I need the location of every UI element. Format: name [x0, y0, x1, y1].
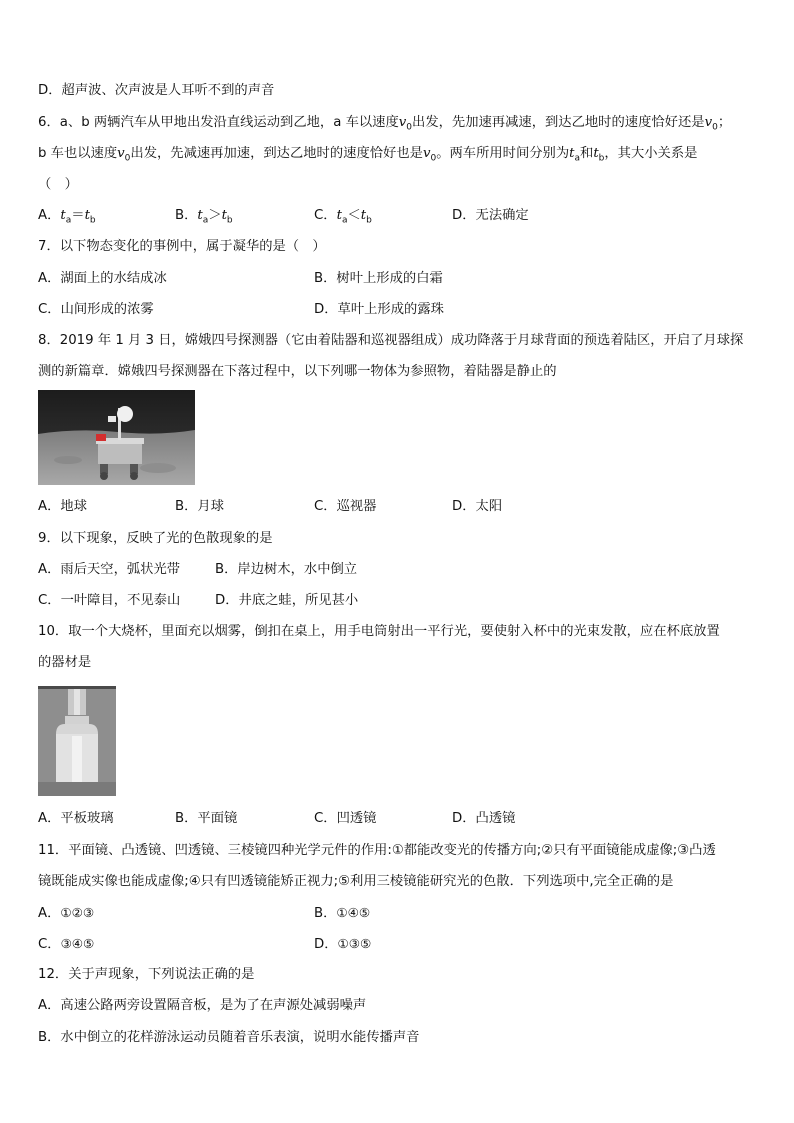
q9-option-b: B．岸边树木，水中倒立: [215, 562, 358, 577]
q8-stem-line1: 8．2019 年 1 月 3 日，嫦娥四号探测器（它由着陆器和巡视器组成）成功降落于月球背面的预选着陆区，开启了月球探: [38, 333, 744, 348]
q6-option-b: B．$t_a>t_b$: [175, 208, 233, 226]
q11-option-c: C．③④⑤: [38, 936, 95, 952]
q9-option-a: A．雨后天空，弧状光带: [38, 562, 181, 577]
q11-option-b: B．①④⑤: [314, 905, 371, 921]
q11-option-d: D．①③⑤: [314, 936, 372, 952]
q8-option-d: D．太阳: [452, 499, 503, 514]
q8-option-b: B．月球: [175, 499, 225, 514]
q10-stem-line2: 的器材是: [38, 655, 92, 670]
q11-stem-line1: 11．平面镜、凸透镜、凹透镜、三棱镜四种光学元件的作用:①都能改变光的传播方向;②只有平面镜能成虚像;③凸透: [38, 843, 716, 858]
q8-option-a: A．地球: [38, 499, 87, 514]
q12-stem: 12．关于声现象，下列说法正确的是: [38, 967, 255, 982]
q8-stem-line2: 测的新篇章．嫦娥四号探测器在下落过程中，以下列哪一物体为参照物，着陆器是静止的: [38, 364, 557, 379]
q7-option-a: A．湖面上的水结成冰: [38, 271, 167, 286]
q6-option-d: D．无法确定: [452, 208, 529, 223]
q9-option-d: D．井底之蛙，所见甚小: [215, 593, 359, 608]
q7-option-d: D．草叶上形成的露珠: [314, 302, 444, 317]
q7-stem: 7．以下物态变化的事例中，属于凝华的是（ ）: [38, 239, 326, 254]
q7-option-b: B．树叶上形成的白霜: [314, 271, 443, 286]
q6-answer-bracket: （ ）: [38, 177, 78, 192]
q11-stem-line2: 镜既能成实像也能成虚像;④只有凹透镜能矫正视力;⑤利用三棱镜能研究光的色散．下列选项中,完全正确的是: [38, 874, 674, 889]
q10-option-c: C．凹透镜: [314, 811, 377, 826]
q11-option-a: A．①②③: [38, 905, 95, 921]
q10-stem-line1: 10．取一个大烧杯，里面充以烟雾，倒扣在桌上，用手电筒射出一平行光，要使射入杯中的光束发散，应在杯底放置: [38, 624, 720, 639]
lunar-rover-photo: [38, 390, 195, 485]
q7-option-c: C．山间形成的浓雾: [38, 302, 154, 317]
beaker-diagram: [38, 686, 116, 796]
q9-stem: 9．以下现象，反映了光的色散现象的是: [38, 531, 273, 546]
q8-option-c: C．巡视器: [314, 499, 377, 514]
q10-option-d: D．凸透镜: [452, 811, 516, 826]
q6-stem-line2: b 车也以速度$v_0$出发，先减速再加速，到达乙地时的速度恰好也是$v_0$。两车所用时间分别为$t_a$和$t_b$，其大小关系是: [38, 146, 698, 164]
q9-option-c: C．一叶障目，不见泰山: [38, 593, 181, 608]
q5-option-d: D．超声波、次声波是人耳听不到的声音: [38, 83, 275, 98]
q12-option-a: A．高速公路两旁设置隔音板，是为了在声源处减弱噪声: [38, 998, 367, 1013]
q6-option-a: A．$t_a=t_b$: [38, 208, 96, 226]
q6-stem-line1: 6．a、b 两辆汽车从甲地出发沿直线运动到乙地，a 车以速度$v_0$出发，先加速再减速，到达乙地时的速度恰好还是$v_0$；: [38, 115, 732, 133]
q10-option-a: A．平板玻璃: [38, 811, 114, 826]
q12-option-b: B．水中倒立的花样游泳运动员随着音乐表演，说明水能传播声音: [38, 1030, 420, 1045]
q6-option-c: C．$t_a<t_b$: [314, 208, 372, 226]
q10-option-b: B．平面镜: [175, 811, 238, 826]
